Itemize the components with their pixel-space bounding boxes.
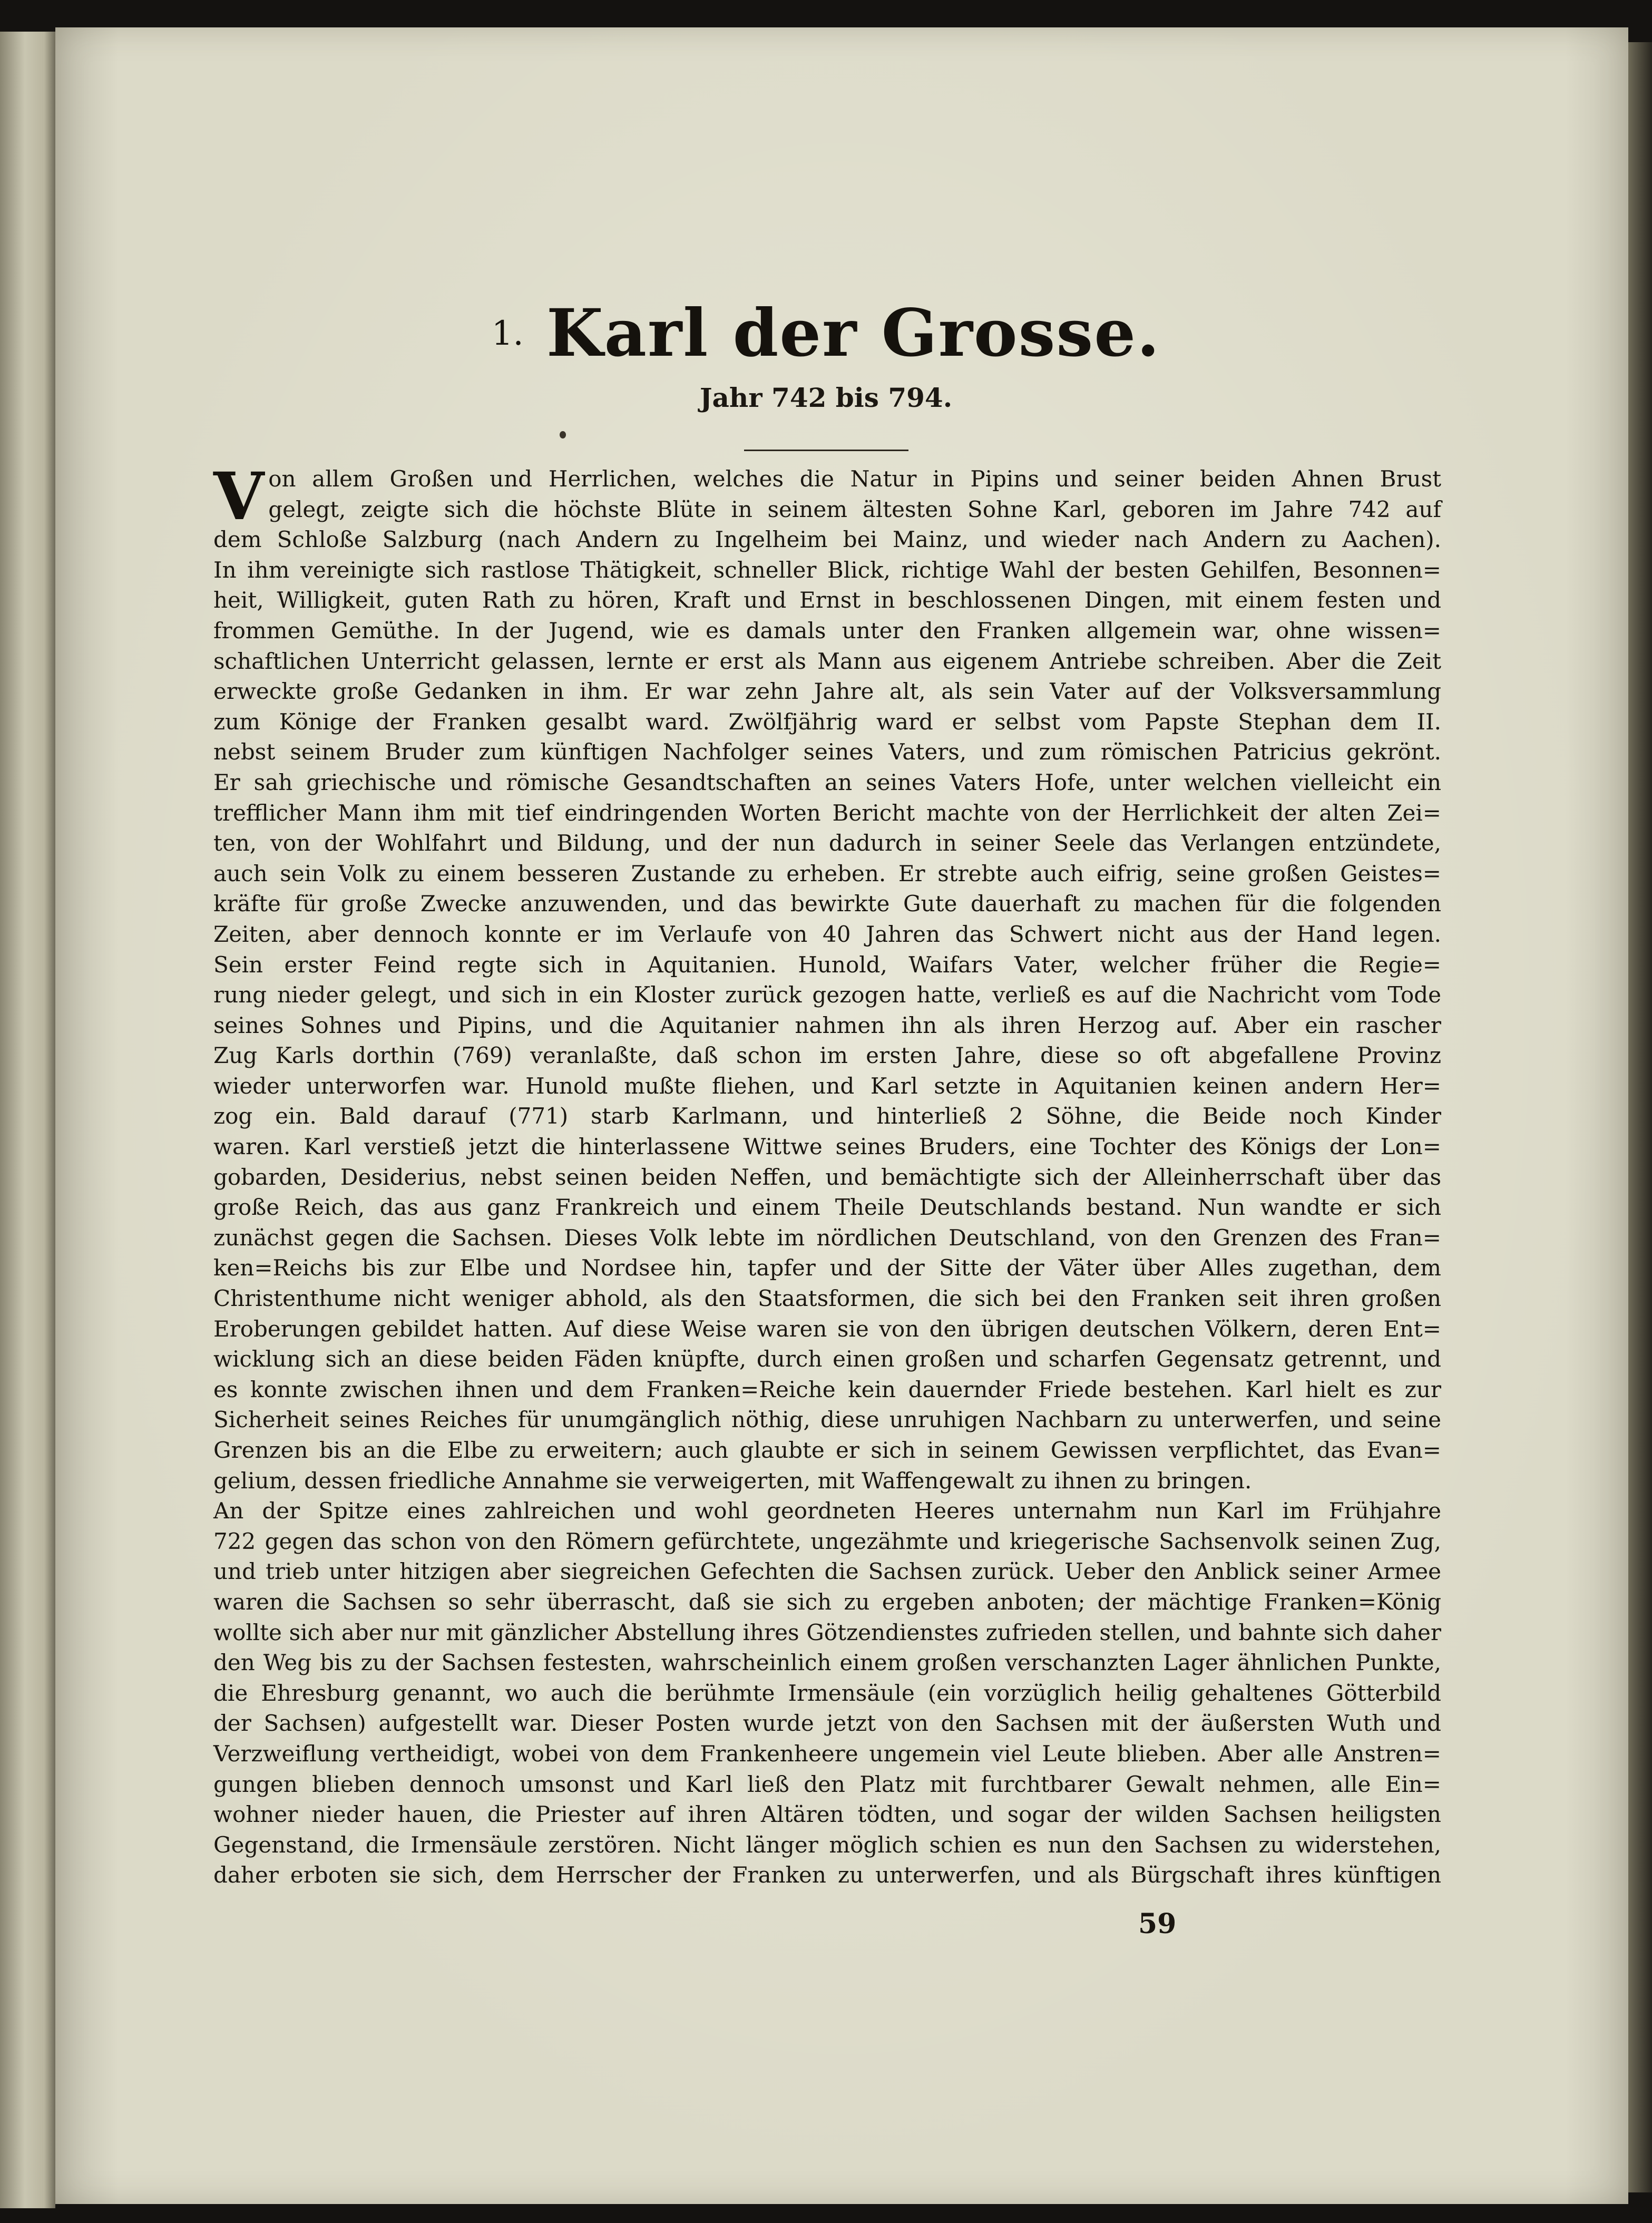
text-line: gelium, dessen friedliche Annahme sie verweigerten, mit Waffengewalt zu ihnen zu bringen. [213,1467,1252,1494]
text-line: wicklung sich an diese beiden Fäden knüpfte, durch einen großen und scharfen Gegensatz getrennt, und [213,1346,1441,1372]
text-line: heit, Willigkeit, guten Rath zu hören, Kraft und Ernst in beschlossenen Dingen, mit einem festen und [213,587,1441,613]
text-line: zog ein. Bald darauf (771) starb Karlmann, und hinterließ 2 Söhne, die Beide noch Kinder [213,1103,1441,1129]
text-line: Er sah griechische und römische Gesandtschaften an seines Vaters Hofe, unter welchen vielleicht ein [213,769,1441,795]
text-line: erweckte große Gedanken in ihm. Er war zehn Jahre alt, als sein Vater auf der Volksversammlung [213,678,1441,705]
text-line: Sein erster Feind regte sich in Aquitanien. Hunold, Waifars Vater, welcher früher die Regie= [213,951,1441,978]
text-line: ken=Reichs bis zur Elbe und Nordsee hin, tapfer und der Sitte der Väter über Alles zugethan, dem [213,1255,1441,1281]
text-line: Zeiten, aber dennoch konnte er im Verlaufe von 40 Jahren das Schwert nicht aus der Hand legen. [213,921,1441,947]
page-number: 59 [1138,1908,1177,1940]
text-line: nebst seinem Bruder zum künftigen Nachfolger seines Vaters, und zum römischen Patricius gekrönt. [213,739,1441,765]
chapter-number: 1. [491,314,524,353]
chapter-subtitle: Jahr 742 bis 794. [699,382,953,413]
text-line: wohner nieder hauen, die Priester auf ihren Altären tödten, und sogar der wilden Sachsen heiligsten [213,1801,1441,1828]
text-line: on allem Großen und Herrlichen, welches die Natur in Pipins und seiner beiden Ahnen Brust [268,466,1441,492]
text-line: Grenzen bis an die Elbe zu erweitern; auch glaubte er sich in seinem Gewissen verpflichtet, das Evan= [213,1437,1441,1463]
text-line: rung nieder gelegt, und sich in ein Kloster zurück gezogen hatte, verließ es auf die Nachricht vom Tode [213,982,1441,1008]
text-line: zunächst gegen die Sachsen. Dieses Volk lebte im nördlichen Deutschland, von den Grenzen des Fran= [213,1224,1441,1251]
text-line: zum Könige der Franken gesalbt ward. Zwölfjährig ward er selbst vom Papste Stephan dem II. [213,708,1441,735]
body-text [213,459,1441,1890]
text-line: Gegenstand, die Irmensäule zerstören. Nicht länger möglich schien es nun den Sachsen zu widerstehen, [213,1831,1441,1858]
text-line: gungen blieben dennoch umsonst und Karl ließ den Platz mit furchtbarer Gewalt nehmen, alle Ein= [213,1771,1441,1797]
text-line: dem Schloße Salzburg (nach Andern zu Ingelheim bei Mainz, und wieder nach Andern zu Aachen). [213,526,1441,553]
text-line: Verzweiflung vertheidigt, wobei von dem Frankenheere ungemein viel Leute blieben. Aber alle Anstren= [213,1740,1441,1767]
text-line: Christenthume nicht weniger abhold, als den Staatsformen, die sich bei den Franken seit ihren großen [213,1285,1441,1312]
text-line: wollte sich aber nur mit gänzlicher Abstellung ihres Götzendienstes zufrieden stellen, und bahnte sich daher [213,1619,1441,1645]
text-line: 722 gegen das schon von den Römern gefürchtete, ungezähmte und kriegerische Sachsenvolk seinen Zug, [213,1528,1441,1554]
text-line: ten, von der Wohlfahrt und Bildung, und der nun dadurch in seiner Seele das Verlangen entzündete, [213,830,1441,856]
text-line: Sicherheit seines Reiches für unumgänglich nöthig, diese unruhigen Nachbarn zu unterwerfen, und seine [213,1407,1441,1433]
text-line: waren die Sachsen so sehr überrascht, daß sie sich zu ergeben anboten; der mächtige Franken=König [213,1588,1441,1615]
chapter-name: Karl der Grosse. [546,295,1161,372]
text-line: In ihm vereinigte sich rastlose Thätigkeit, schneller Blick, richtige Wahl der besten Gehilfen, Besonnen= [213,557,1441,583]
text-line: daher erboten sie sich, dem Herrscher der Franken zu unterwerfen, und als Bürgschaft ihres künftigen [213,1862,1441,1888]
text-line: es konnte zwischen ihnen und dem Franken=Reiche kein dauernder Friede bestehen. Karl hielt es zur [213,1376,1441,1402]
text-line: wieder unterworfen war. Hunold mußte fliehen, und Karl setzte in Aquitanien keinen andern Her= [213,1072,1441,1099]
text-line: frommen Gemüthe. In der Jugend, wie es damals unter den Franken allgemein war, ohne wissen= [213,617,1441,643]
text-line: die Ehresburg genannt, wo auch die berühmte Irmensäule (ein vorzüglich heilig gehaltenes Götterbild [213,1680,1441,1706]
chapter-title [0,295,1652,372]
text-line: und trieb unter hitzigen aber siegreichen Gefechten die Sachsen zurück. Ueber den Anblick seiner Armee [213,1558,1441,1585]
text-line: schaftlichen Unterricht gelassen, lernte er erst als Mann aus eigenem Antriebe schreiben. Aber die Zeit [213,648,1441,674]
text-line: auch sein Volk zu einem besseren Zustande zu erheben. Er strebte auch eifrig, seine großen Geistes= [213,860,1441,886]
text-line: der Sachsen) aufgestellt war. Dieser Posten wurde jetzt von den Sachsen mit der äußersten Wuth und [213,1710,1441,1737]
text-line: kräfte für große Zwecke anzuwenden, und das bewirkte Gute dauerhaft zu machen für die folgenden [213,891,1441,917]
text-line: den Weg bis zu der Sachsen festesten, wahrscheinlich einem großen verschanzten Lager ähnlichen Punkte, [213,1650,1441,1676]
text-line: trefflicher Mann ihm mit tief eindringenden Worten Bericht machte von der Herrlichkeit der alten Zei= [213,799,1441,826]
text-line: gobarden, Desiderius, nebst seinen beiden Neffen, und bemächtigte sich der Alleinherrschaft über das [213,1164,1441,1190]
title-rule [744,450,908,451]
ink-speck [560,431,566,438]
text-line: gelegt, zeigte sich die höchste Blüte in seinem ältesten Sohne Karl, geboren im Jahre 742 auf [268,496,1441,522]
text-line: seines Sohnes und Pipins, und die Aquitanier nahmen ihn als ihren Herzog auf. Aber ein rascher [213,1012,1441,1038]
text-line: Zug Karls dorthin (769) veranlaßte, daß schon im ersten Jahre, diese so oft abgefallene Provinz [213,1042,1441,1069]
text-line: An der Spitze eines zahlreichen und wohl geordneten Heeres unternahm nun Karl im Frühjahre [213,1498,1441,1524]
text-line: waren. Karl verstieß jetzt die hinterlassene Wittwe seines Bruders, eine Tochter des Königs der Lon= [213,1134,1441,1160]
text-line: große Reich, das aus ganz Frankreich und einem Theile Deutschlands bestand. Nun wandte er sich [213,1194,1441,1221]
dropcap-letter: V [213,459,265,535]
text-line: Eroberungen gebildet hatten. Auf diese Weise waren sie von den übrigen deutschen Völkern, deren Ent= [213,1315,1441,1342]
